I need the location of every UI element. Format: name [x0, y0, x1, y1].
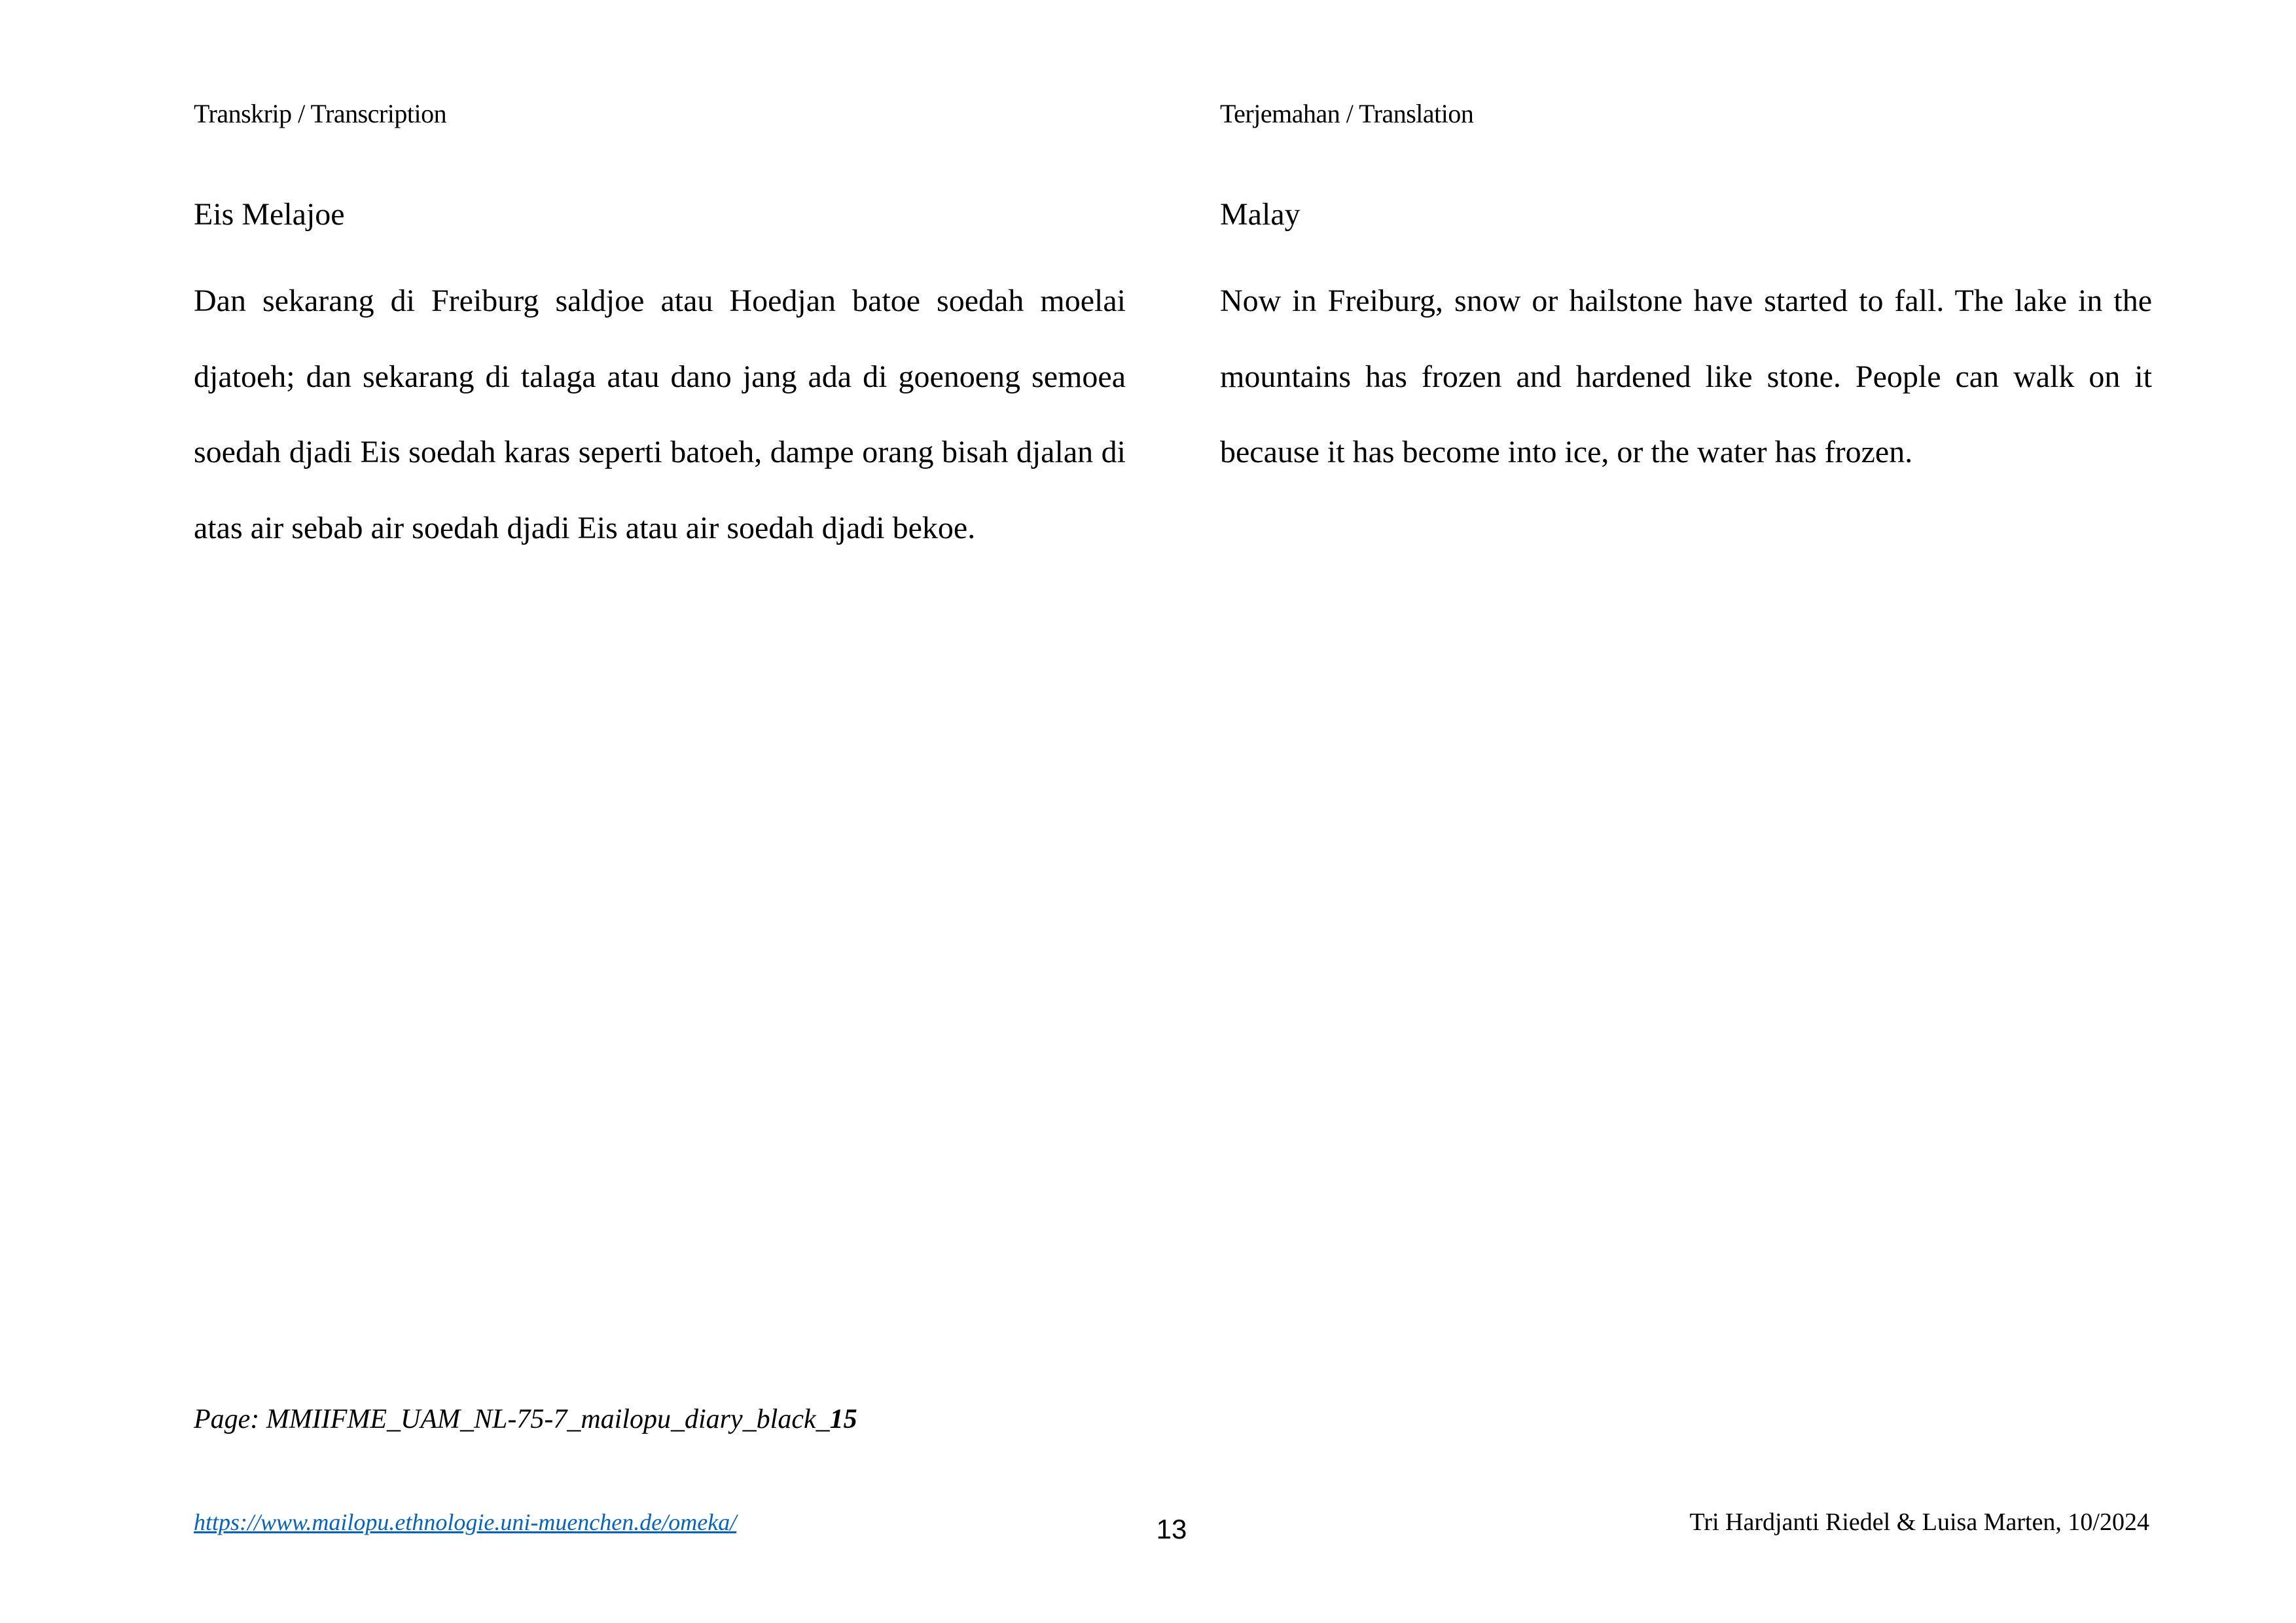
- translation-heading: Terjemahan / Translation: [1220, 99, 1474, 128]
- footer-omeka-link[interactable]: https://www.mailopu.ethnologie.uni-muenchen.de/omeka/: [194, 1509, 737, 1535]
- translation-title: Malay: [1220, 197, 1300, 232]
- page-reference-prefix: Page: MMIIFME_UAM_NL-75-7_mailopu_diary_black_: [194, 1404, 830, 1434]
- transcription-heading: Transkrip / Transcription: [194, 99, 447, 128]
- page-number: 13: [1156, 1514, 1187, 1544]
- page-reference-number: 15: [829, 1404, 857, 1434]
- transcription-title: Eis Melajoe: [194, 197, 345, 232]
- page-reference: [194, 1400, 857, 1439]
- transcription-text: Dan sekarang di Freiburg saldjoe atau Hoedjan batoe soedah moelai djatoeh; dan sekarang di talaga atau dano jang ada di goenoeng semoea soedah djadi Eis soedah karas seperti batoeh, dampe orang bisah djalan di atas air sebab air soedah djadi Eis atau air soedah djadi bekoe.: [194, 283, 1126, 545]
- translation-text: Now in Freiburg, snow or hailstone have started to fall. The lake in the mountains has frozen and hardened like stone. People can walk on it because it has become into ice, or the water has frozen.: [1220, 283, 2152, 469]
- footer-authors: Tri Hardjanti Riedel & Luisa Marten, 10/2024: [1689, 1508, 2149, 1536]
